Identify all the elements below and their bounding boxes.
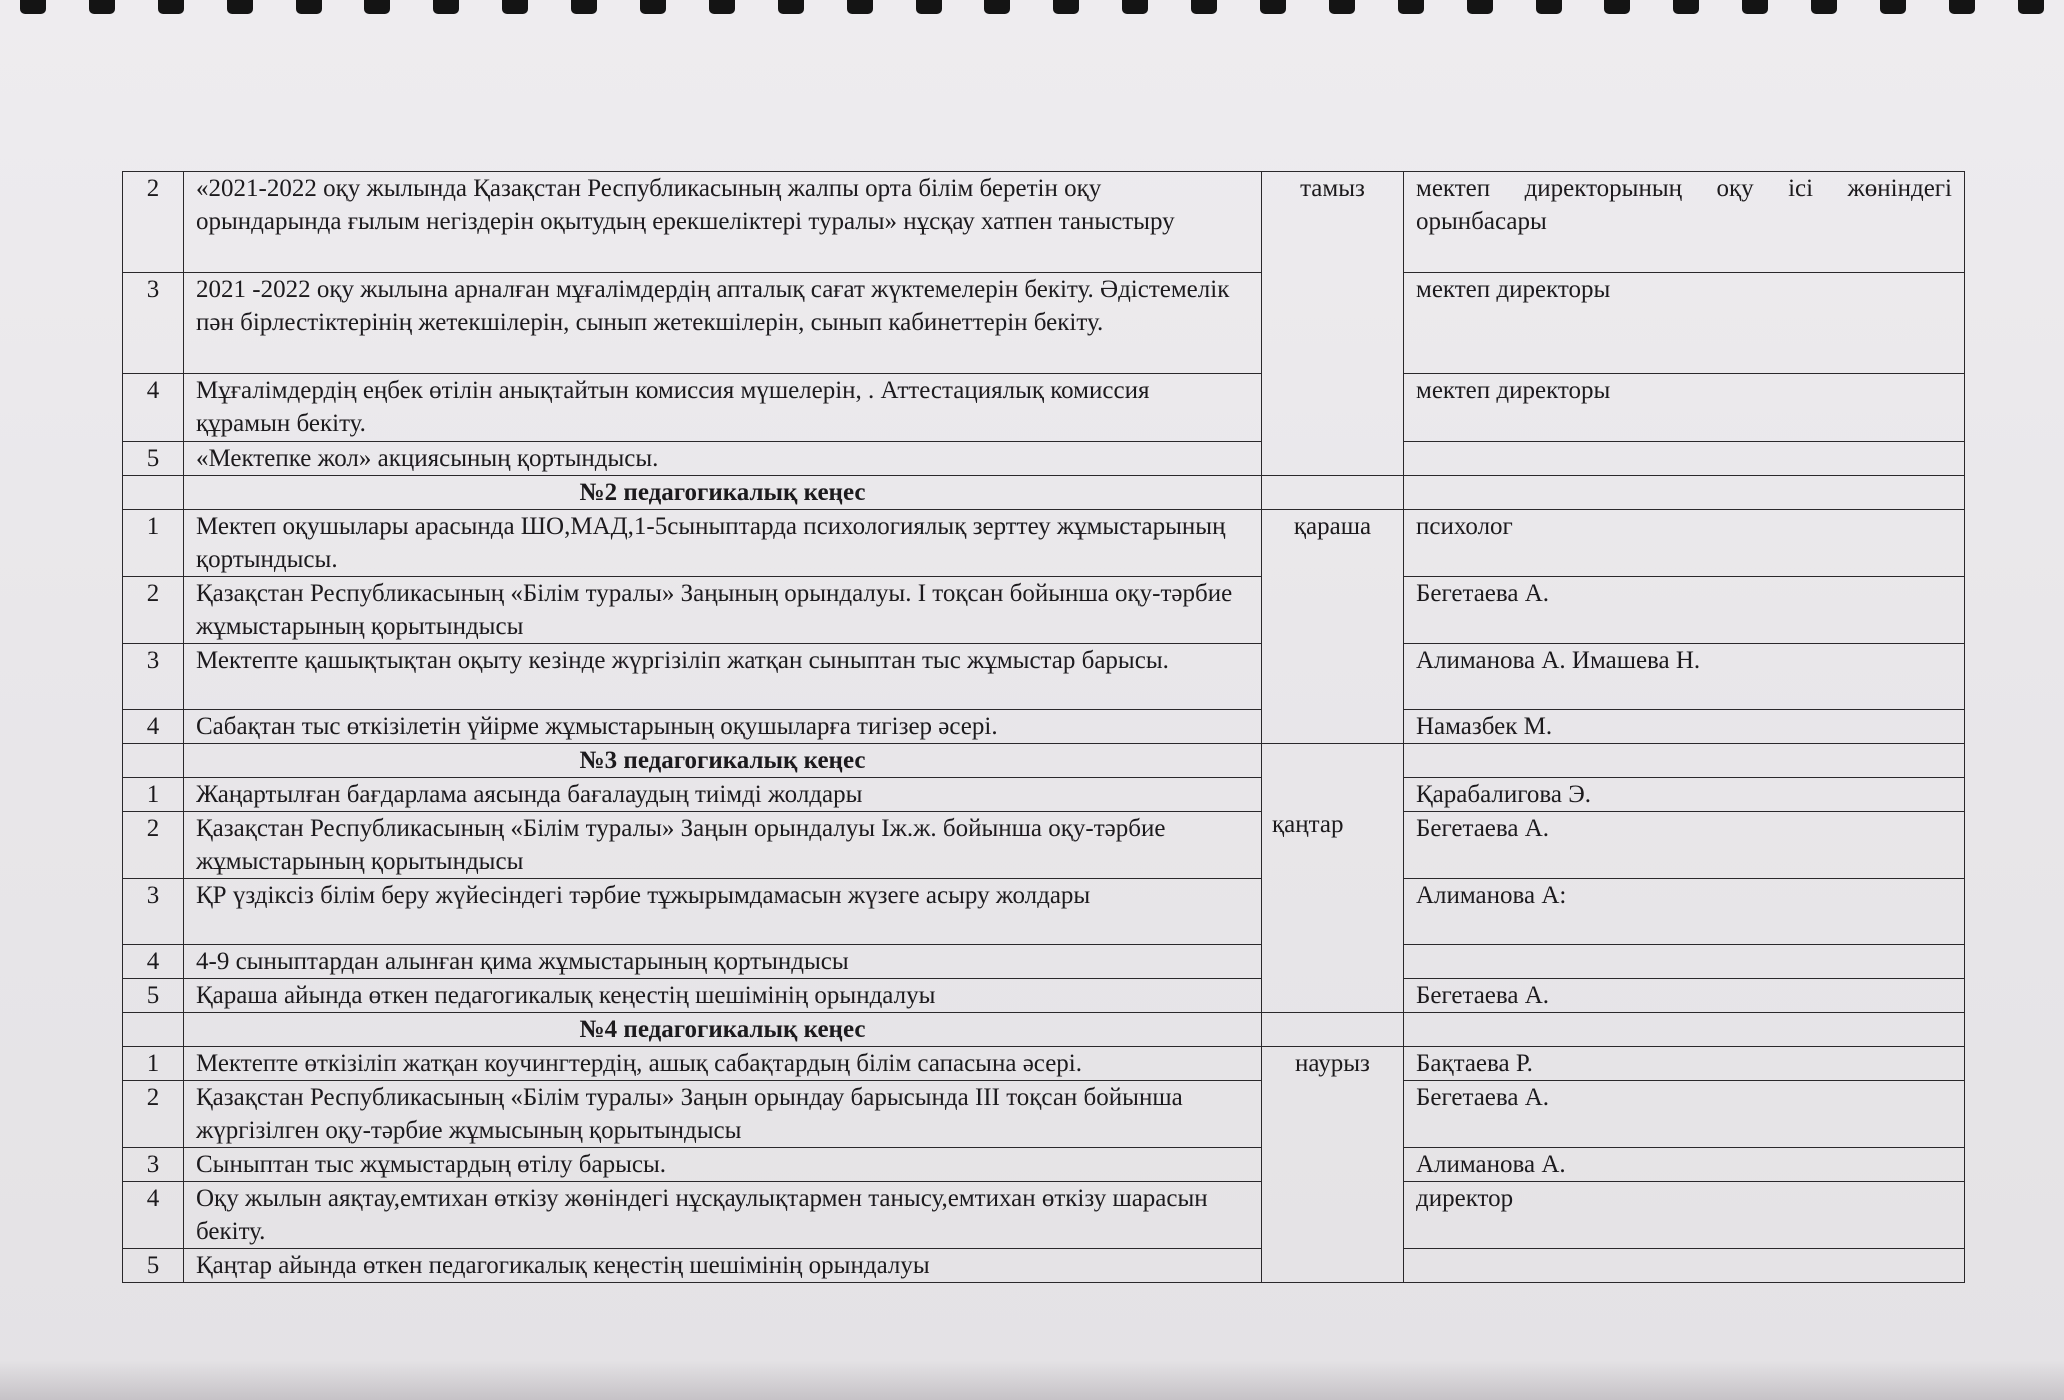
topic-cell: 2021 -2022 оқу жылына арналған мұғалімдердің апталық сағат жүктемелерін бекіту. Әдістемелік пән бірлестіктерінің жетекшілерін, сынып жетекшілерін, сынып кабинеттерін бекіту. [184, 273, 1262, 374]
topic-cell: Жаңартылған бағдарлама аясында бағалаудың тиімді жолдары [184, 778, 1262, 812]
row-number: 5 [123, 442, 184, 476]
month-cell: тамыз [1262, 172, 1404, 476]
row-number: 1 [123, 510, 184, 577]
row-number: 1 [123, 778, 184, 812]
responsible-cell: Бегетаева А. [1404, 577, 1965, 644]
topic-cell: Қараша айында өткен педагогикалық кеңестің шешімінің орындалуы [184, 979, 1262, 1013]
topic-cell: «Мектепке жол» акциясының қортындысы. [184, 442, 1262, 476]
row-number: 4 [123, 1182, 184, 1249]
topic-cell: Оқу жылын аяқтау,емтихан өткізу жөніндегі нұсқаулықтармен танысу,емтихан өткізу шарасын бекіту. [184, 1182, 1262, 1249]
table-row [123, 945, 1965, 979]
table-row [123, 1148, 1965, 1182]
responsible-cell: Бақтаева Р. [1404, 1047, 1965, 1081]
responsible-cell: Алиманова А. Имашева Н. [1404, 644, 1965, 710]
responsible-cell: Бегетаева А. [1404, 1081, 1965, 1148]
topic-cell: Мұғалімдердің еңбек өтілін анықтайтын комиссия мүшелерін, . Аттестациялық комиссия құрамын бекіту. [184, 374, 1262, 442]
month-cell: наурыз [1262, 1047, 1404, 1283]
responsible-cell: Бегетаева А. [1404, 979, 1965, 1013]
month-cell: қараша [1262, 510, 1404, 744]
topic-cell: Қазақстан Республикасының «Білім туралы» Заңын орындалуы Іж.ж. бойынша оқу-тәрбие жұмыстарының қорытындысы [184, 812, 1262, 879]
topic-cell: «2021-2022 оқу жылында Қазақстан Республикасының жалпы орта білім беретін оқу орындарында ғылым негіздерін оқытудың ерекшеліктері туралы» нұсқау хатпен таныстыру [184, 172, 1262, 273]
table-row [123, 273, 1965, 374]
responsible-cell: мектеп директоры [1404, 273, 1965, 374]
row-number: 1 [123, 1047, 184, 1081]
row-number: 4 [123, 374, 184, 442]
section-header-row [123, 744, 1965, 778]
table-row [123, 1047, 1965, 1081]
section-title: №4 педагогикалық кеңес [184, 1013, 1262, 1047]
responsible-cell: Бегетаева А. [1404, 812, 1965, 879]
responsible-cell: психолог [1404, 510, 1965, 577]
row-number: 5 [123, 979, 184, 1013]
responsible-cell: Намазбек М. [1404, 710, 1965, 744]
page-shadow [0, 1360, 2064, 1400]
topic-cell: Сыныптан тыс жұмыстардың өтілу барысы. [184, 1148, 1262, 1182]
table-row [123, 778, 1965, 812]
topic-cell: Қаңтар айында өткен педагогикалық кеңестің шешімінің орындалуы [184, 1249, 1262, 1283]
table-row [123, 644, 1965, 710]
table-row [123, 172, 1965, 273]
table-row [123, 1081, 1965, 1148]
responsible-cell: Қарабалигова Э. [1404, 778, 1965, 812]
row-number: 2 [123, 812, 184, 879]
topic-cell: Мектепте өткізіліп жатқан коучингтердің, ашық сабақтардың білім сапасына әсері. [184, 1047, 1262, 1081]
row-number: 3 [123, 273, 184, 374]
responsible-cell [1404, 1249, 1965, 1283]
topic-cell: Мектеп оқушылары арасында ШО,МАД,1-5сыныптарда психологиялық зерттеу жұмыстарының қортындысы. [184, 510, 1262, 577]
table-row [123, 442, 1965, 476]
table-row [123, 374, 1965, 442]
section-header-row [123, 476, 1965, 510]
topic-cell: ҚР үздіксіз білім беру жүйесіндегі тәрбие тұжырымдамасын жүзеге асыру жолдары [184, 879, 1262, 945]
row-number: 4 [123, 945, 184, 979]
table-row [123, 1249, 1965, 1283]
section-title: №2 педагогикалық кеңес [184, 476, 1262, 510]
responsible-cell: мектеп директорының оқу ісі жөніндегі орынбасары [1404, 172, 1965, 273]
pedagogical-council-plan-table [122, 171, 1965, 1283]
responsible-cell [1404, 945, 1965, 979]
row-number: 5 [123, 1249, 184, 1283]
table-row [123, 710, 1965, 744]
row-number: 2 [123, 172, 184, 273]
table-row [123, 979, 1965, 1013]
topic-cell: Қазақстан Республикасының «Білім туралы» Заңының орындалуы. І тоқсан бойынша оқу-тәрбие жұмыстарының қорытындысы [184, 577, 1262, 644]
row-number: 2 [123, 577, 184, 644]
table-row [123, 577, 1965, 644]
row-number: 3 [123, 1148, 184, 1182]
table-row [123, 1182, 1965, 1249]
responsible-cell: Алиманова А: [1404, 879, 1965, 945]
responsible-cell: директор [1404, 1182, 1965, 1249]
row-number: 3 [123, 644, 184, 710]
table-row [123, 510, 1965, 577]
spiral-binding [0, 0, 2064, 14]
responsible-cell: Алиманова А. [1404, 1148, 1965, 1182]
row-number: 4 [123, 710, 184, 744]
topic-cell: Қазақстан Республикасының «Білім туралы» Заңын орындау барысында ІІІ тоқсан бойынша жүргізілген оқу-тәрбие жұмысының қорытындысы [184, 1081, 1262, 1148]
topic-cell: Мектепте қашықтықтан оқыту кезінде жүргізіліп жатқан сыныптан тыс жұмыстар барысы. [184, 644, 1262, 710]
table-row [123, 879, 1965, 945]
section-title: №3 педагогикалық кеңес [184, 744, 1262, 778]
section-header-row [123, 1013, 1965, 1047]
responsible-cell [1404, 442, 1965, 476]
table-row [123, 812, 1965, 879]
topic-cell: Сабақтан тыс өткізілетін үйірме жұмыстарының оқушыларға тигізер әсері. [184, 710, 1262, 744]
month-cell: қаңтар [1262, 744, 1404, 1013]
row-number: 3 [123, 879, 184, 945]
topic-cell: 4-9 сыныптардан алынған қима жұмыстарының қортындысы [184, 945, 1262, 979]
row-number: 2 [123, 1081, 184, 1148]
responsible-cell: мектеп директоры [1404, 374, 1965, 442]
